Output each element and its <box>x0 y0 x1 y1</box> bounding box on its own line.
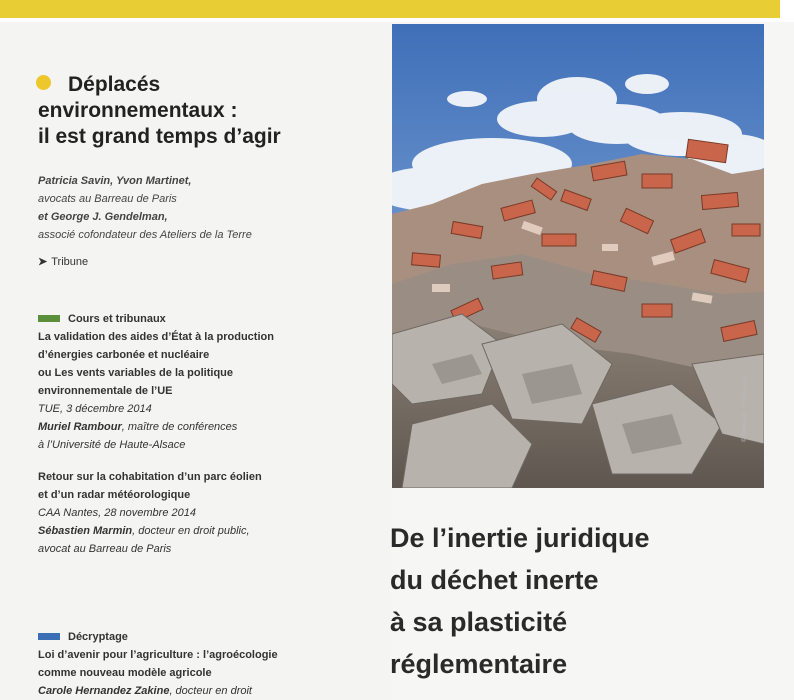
right-column <box>390 22 794 700</box>
blue-bar-icon <box>38 633 60 640</box>
section-heading: Cours et tribunaux <box>38 310 378 328</box>
article-title[interactable]: Loi d’avenir pour l’agriculture : l’agroécologie comme nouveau modèle agricole <box>38 649 278 679</box>
court-reference: CAA Nantes, 28 novembre 2014 <box>38 507 196 519</box>
article-author: Carole Hernandez Zakine, docteur en droit <box>38 685 252 697</box>
article-title[interactable]: Retour sur la cohabitation d’un parc éolien et d’un radar météorologique <box>38 471 262 501</box>
section-decryptage <box>38 628 378 700</box>
feature-authors: Patricia Savin, Yvon Martinet, avocats au Barreau de Paris et George J. Gendelman, associé cofondateur des Ateliers de la Terre <box>38 175 252 241</box>
author-affiliation: avocat au Barreau de Paris <box>38 543 172 555</box>
tribune-link[interactable]: ➤ Tribune <box>38 256 89 268</box>
section-heading: Décryptage <box>38 628 378 646</box>
main-article-title[interactable]: De l’inertie juridique du déchet inerte à sa plasticité réglementaire <box>390 523 650 679</box>
section-cours-tribunaux <box>38 310 378 558</box>
top-band <box>0 0 794 22</box>
green-bar-icon <box>38 315 60 322</box>
author-affiliation: à l’Université de Haute-Alsace <box>38 439 186 451</box>
photo-credit: © Bertrand - Fotolia.com <box>742 376 748 442</box>
court-reference: TUE, 3 décembre 2014 <box>38 403 152 415</box>
article-title[interactable]: La validation des aides d’État à la production d’énergies carbonée et nucléaire ou Les vents variables de la politique environnementale de l’UE <box>38 331 274 397</box>
arrow-right-icon: ➤ <box>38 256 48 268</box>
yellow-accent-bar <box>0 0 780 18</box>
feature-title[interactable]: Déplacés environnementaux : il est grand temps d’agir <box>38 73 281 148</box>
rubble-photo <box>392 24 764 488</box>
article-author: Sébastien Marmin, docteur en droit public, <box>38 525 250 537</box>
article-author: Muriel Rambour, maître de conférences <box>38 421 238 433</box>
left-column <box>0 22 390 700</box>
